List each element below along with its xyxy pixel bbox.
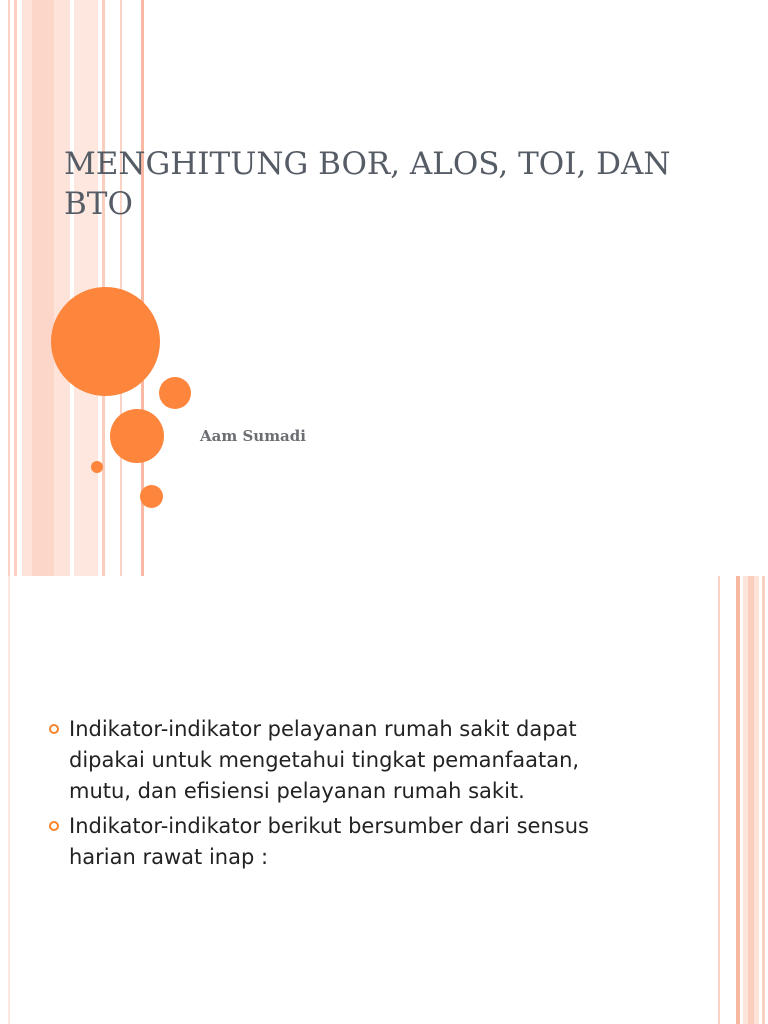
- circle-bullet-icon: [49, 724, 59, 734]
- decor-stripe: [718, 576, 720, 1024]
- decor-circle-medium: [110, 409, 164, 463]
- slide-title: MENGHITUNG BOR, ALOS, TOI, DAN BTO: [64, 146, 671, 222]
- decor-circle-small: [140, 485, 163, 508]
- decor-circle-tiny: [91, 461, 103, 473]
- decor-circle-large: [51, 287, 160, 396]
- decor-stripe: [32, 0, 54, 576]
- decor-stripe: [14, 0, 17, 576]
- content-slide: [0, 576, 768, 1024]
- author-name: Aam Sumadi: [200, 427, 306, 445]
- bullet-item: [46, 811, 646, 873]
- decor-stripe: [762, 576, 765, 1024]
- bullet-text: Indikator-indikator pelayanan rumah sakit dapat dipakai untuk mengetahui tingkat pemanfaatan, mutu, dan efisiensi pelayanan rumah sakit.: [69, 717, 580, 803]
- circle-bullet-icon: [49, 821, 59, 831]
- bullet-list: [46, 714, 646, 877]
- decor-stripe: [8, 576, 10, 1024]
- decor-stripe: [8, 0, 10, 576]
- decor-stripe: [748, 576, 754, 1024]
- bullet-text: Indikator-indikator berikut bersumber dari sensus harian rawat inap :: [69, 814, 589, 869]
- decor-stripe: [736, 576, 740, 1024]
- decor-stripe: [120, 0, 122, 576]
- bullet-item: [46, 714, 646, 807]
- decor-circle-small: [159, 377, 191, 409]
